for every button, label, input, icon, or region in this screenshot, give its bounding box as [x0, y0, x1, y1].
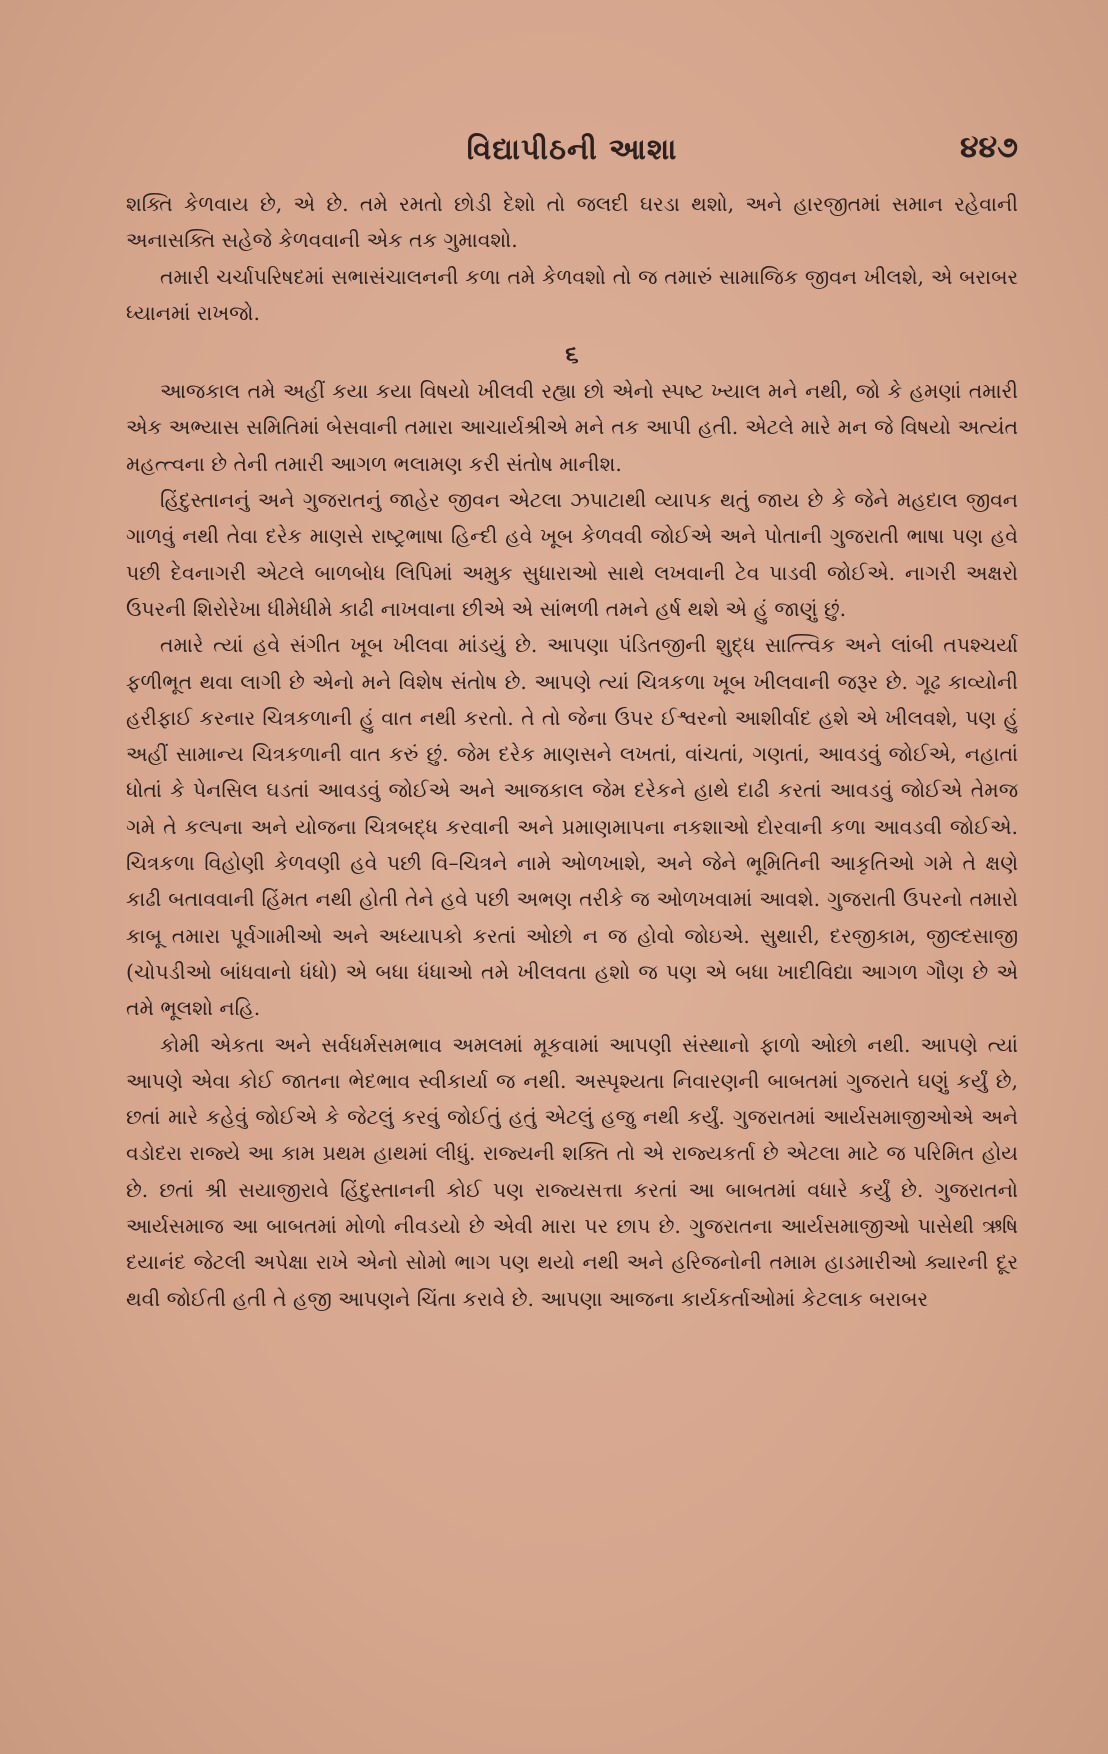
paragraph: આજકાલ તમે અહીં કયા કયા વિષયો ખીલવી રહ્યા છો એનો સ્પષ્ટ ખ્યાલ મને નથી, જો કે હમણાં તમારી એક અભ્યાસ સમિતિમાં બેસવાની તમારા આચાર્યશ્રીએ મને તક આપી હતી. એટલે મારે મન જે વિષયો અત્યંત મહત્ત્વના છે તેની તમારી આગળ ભલામણ કરી સંતોષ માનીશ.	[126, 379, 1018, 476]
section-number: ૬	[565, 339, 579, 369]
paragraph-continuation: શક્તિ કેળવાય છે, એ છે. તમે રમતો છોડી દેશો તો જલદી ઘરડા થશો, અને હારજીતમાં સમાન રહેવાની અનાસક્તિ સહેજે કેળવવાની એક તક ગુમાવશો.	[126, 192, 1018, 253]
paragraph: હિંદુસ્તાનનું અને ગુજરાતનું જાહેર જીવન એટલા ઝપાટાથી વ્યાપક થતું જાય છે કે જેને મહદાલ જીવન ગાળવું નથી તેવા દરેક માણસે રાષ્ટ્રભાષા હિન્દી હવે ખૂબ કેળવવી જોઈએ અને પોતાની ગુજરાતી ભાષા પણ હવે પછી દેવનાગરી એટલે બાળબોધ લિપિમાં અમુક સુધારાઓ સાથે લખવાની ટેવ પાડવી જોઈએ. નાગરી અક્ષરો ઉપરની શિરોરેખા ધીમેધીમે કાઢી નાખવાના છીએ એ સાંભળી તમને હર્ષ થશે એ હું જાણું છું.	[126, 488, 1018, 621]
page-title: વિદ્યાપીઠની આશા	[466, 132, 678, 166]
paragraph: તમારે ત્યાં હવે સંગીત ખૂબ ખીલવા માંડયું છે. આપણા પંડિતજીની શુદ્ધ સાત્ત્વિક અને લાંબી તપશ્ચર્યા ફળીભૂત થવા લાગી છે એનો મને વિશેષ સંતોષ છે. આપણે ત્યાં ચિત્રકળા ખૂબ ખીલવાની જરૂર છે. ગૂઢ કાવ્યોની હરીફાઈ કરનાર ચિત્રકળાની હું વાત નથી કરતો. તે તો જેના ઉપર ઈશ્વરનો આશીર્વાદ હશે એ ખીલવશે, પણ હું અહીં સામાન્ય ચિત્રકળાની વાત કરું છું. જેમ દરેક માણસને લખતાં, વાંચતાં, ગણતાં, આવડવું જોઈએ, નહાતાં ધોતાં કે પેનસિલ ઘડતાં આવડવું જોઈએ અને આજકાલ જેમ દરેકને હાથે દાઢી કરતાં આવડવું જોઈએ તેમજ ગમે તે કલ્પના અને યોજના ચિત્રબદ્ધ કરવાની અને પ્રમાણમાપના નકશાઓ દોરવાની કળા આવડવી જોઈએ. ચિત્રકળા વિહોણી કેળવણી હવે પછી વિ–ચિત્રને નામે ઓળખાશે, અને જેને ભૂમિતિની આકૃતિઓ ગમે તે ક્ષણે કાઢી બતાવવાની હિંમત નથી હોતી તેને હવે પછી અભણ તરીકે જ ઓળખવામાં આવશે. ગુજરાતી ઉપરનો તમારો કાબૂ તમારા પૂર્વગામીઓ અને અધ્યાપકો કરતાં ઓછો ન જ હોવો જોઇએ. સુથારી, દરજીકામ, જીલ્દસાજી (ચોપડીઓ બાંધવાનો ધંધો) એ બધા ધંધાઓ તમે ખીલવતા હશો જ પણ એ બધા ખાદીવિદ્યા આગળ ગૌણ છે એ તમે ભૂલશો નહિ.	[126, 633, 1018, 1021]
body-text	[126, 186, 1018, 1317]
page-number: ૪૪૭	[959, 130, 1018, 165]
paragraph: તમારી ચર્ચાપરિષદમાં સભાસંચાલનની કળા તમે કેળવશો તો જ તમારું સામાજિક જીવન ખીલશે, એ બરાબર ધ્યાનમાં રાખજો.	[126, 264, 1018, 325]
running-header	[126, 124, 1018, 176]
paragraph: કોમી એકતા અને સર્વધર્મસમભાવ અમલમાં મૂકવામાં આપણી સંસ્થાનો ફાળો ઓછો નથી. આપણે ત્યાં આપણે એવા કોઈ જાતના ભેદભાવ સ્વીકાર્યા જ નથી. અસ્પૃશ્યતા નિવારણની બાબતમાં ગુજરાતે ઘણું કર્યું છે, છતાં મારે કહેવું જોઈએ કે જેટલું કરવું જોઈતું હતું એટલું હજુ નથી કર્યું. ગુજરાતમાં આર્યસમાજીઓએ અને વડોદરા રાજ્યે આ કામ પ્રથમ હાથમાં લીધું. રાજ્યની શક્તિ તો એ રાજ્યકર્તા છે એટલા માટે જ પરિમિત હોય છે. છતાં શ્રી સયાજીરાવે હિંદુસ્તાનની કોઈ પણ રાજ્યસત્તા કરતાં આ બાબતમાં વધારે કર્યું છે. ગુજરાતનો આર્યસમાજ આ બાબતમાં મોળો નીવડયો છે એવી મારા પર છાપ છે. ગુજરાતના આર્યસમાજીઓ પાસેથી ઋષિ દયાનંદ જેટલી અપેક્ષા રાખે એનો સોમો ભાગ પણ થયો નથી અને હરિજનોની તમામ હાડમારીઓ ક્યારની દૂર થવી જોઈતી હતી તે હજી આપણને ચિંતા કરાવે છે. આપણા આજના કાર્યકર્તાઓમાં કેટલાક બરાબર	[126, 1032, 1018, 1311]
